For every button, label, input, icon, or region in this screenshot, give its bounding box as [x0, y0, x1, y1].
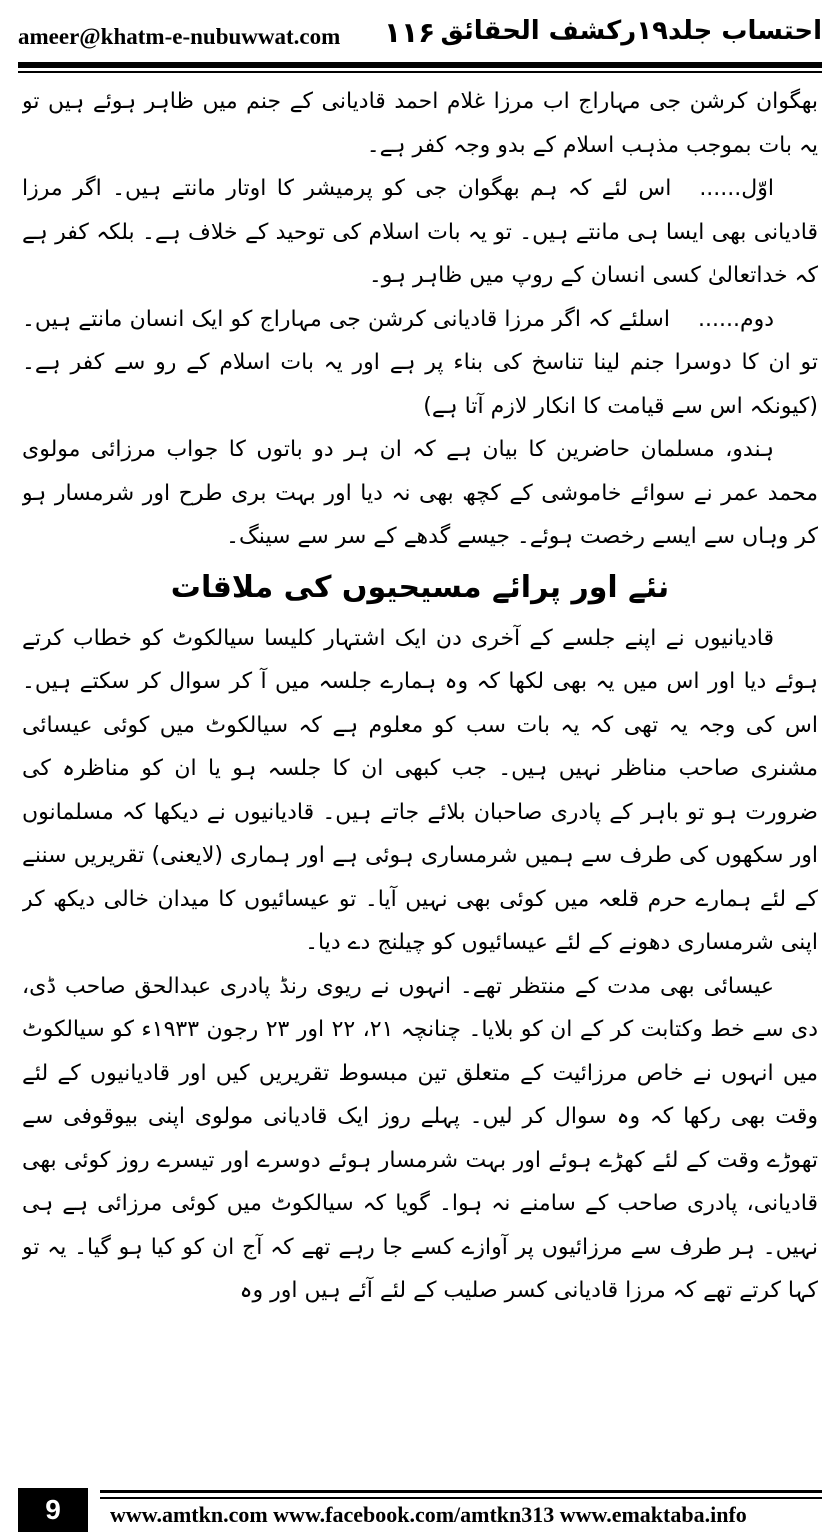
- paragraph-3: [22, 298, 818, 429]
- footer-rule-thin: [100, 1497, 822, 1499]
- footer-rule-thick: [100, 1490, 822, 1493]
- paragraph-4: ہندو، مسلمان حاضرین کا بیان ہے کہ ان ہر دو باتوں کا جواب مرزائی مولوی محمد عمر نے سوائے خاموشی کے کچھ بھی نہ دیا اور بہت بری طرح اور شرمسار ہو کر وہاں سے ایسے رخصت ہوئے۔ جیسے گدھے کے سر سے سینگ۔: [22, 437, 818, 549]
- paragraph-3-text: اسلئے کہ اگر مرزا قادیانی کرشن جی مہاراج کو ایک انسان مانتے ہیں۔ تو ان کا دوسرا جنم لینا تناسخ کی بناء پر ہے اور یہ بات اسلام کے رو سے کفر ہے۔ (کیونکہ اس سے قیامت کا انکار لازم آتا ہے): [22, 306, 818, 419]
- header-email: ameer@khatm-e-nubuwwat.com: [18, 24, 341, 49]
- paragraph-2-marker: اوّل......: [699, 176, 774, 201]
- paragraph-6: عیسائی بھی مدت کے منتظر تھے۔ انہوں نے ریوی رنڈ پادری عبدالحق صاحب ڈی، دی سے خط وکتابت کر کے ان کو بلایا۔ چنانچہ ۲۱، ۲۲ اور ۲۳ رجون ۱۹۳۳ء کو سیالکوٹ میں انہوں نے خاص مرزائیت کے متعلق تین مبسوط تقریریں کیں اور قادیانیوں کے لئے وقت بھی رکھا کہ وہ سوال کر لیں۔ پہلے روز ایک قادیانی مولوی اپنی بیوقوفی سے تھوڑے وقت کے لئے کھڑے ہوئے اور بہت شرمسار ہوئے دوسرے اور تیسرے روز کوئی بھی قادیانی، پادری صاحب کے سامنے نہ ہوا۔ گویا کہ سیالکوٹ میں کوئی مرزائی ہے ہی نہیں۔ ہر طرف سے مرزائیوں پر آوازے کسے جا رہے تھے کہ آج ان کو کیا ہو گیا۔ یہ تو کہا کرتے تھے کہ مرزا قادیانی کسر صلیب کے لئے آئے ہیں اور وہ: [22, 973, 818, 1303]
- page-body: [22, 80, 818, 1482]
- section-heading: نئے اور پرائے مسیحیوں کی ملاقات: [170, 569, 670, 605]
- header-book-title: احتساب جلد۱۹رکشف الحقائق: [440, 16, 822, 46]
- paragraph-2-text: اس لئے کہ ہم بھگوان جی کو پرمیشر کا اوتار مانتے ہیں۔ اگر مرزا قادیانی بھی ایسا ہی مانتے ہیں۔ تو یہ بات اسلام کی توحید کے خلاف ہے۔ بلکہ کفر ہے کہ خداتعالیٰ کسی انسان کے روپ میں ظاہر ہو۔: [22, 176, 818, 288]
- paragraph-1: بھگوان کرشن جی مہاراج اب مرزا غلام احمد قادیانی کے جنم میں ظاہر ہوئے ہیں تو یہ بات بموجب مذہب اسلام کے بدو وجہ کفر ہے۔: [22, 89, 818, 158]
- paragraph-2: [22, 167, 818, 298]
- page-header: [18, 12, 822, 62]
- footer-page-marker: 9: [18, 1488, 88, 1532]
- page-footer: [18, 1488, 822, 1532]
- footer-links: www.amtkn.com www.facebook.com/amtkn313 www.emaktaba.info: [110, 1502, 747, 1527]
- header-rule-thin: [18, 71, 822, 73]
- header-page-number: ۱۱۶: [384, 16, 436, 49]
- paragraph-3-marker: دوم......: [697, 306, 774, 332]
- header-rule-thick: [18, 62, 822, 68]
- paragraph-5: قادیانیوں نے اپنے جلسے کے آخری دن ایک اشتہار کلیسا سیالکوٹ کو خطاب کرتے ہوئے دیا اور اس میں یہ بھی لکھا کہ وہ ہمارے جلسہ میں آ کر سوال کر سکتے ہیں۔ اس کی وجہ یہ تھی کہ یہ بات سب کو معلوم ہے کہ سیالکوٹ میں کوئی عیسائی مشنری صاحب مناظر نہیں ہیں۔ جب کبھی ان کا جلسہ ہو یا ان کو مناظرہ کی ضرورت ہو تو باہر کے پادری صاحبان بلائے جاتے ہیں۔ قادیانیوں نے دیکھا کہ مسلمانوں اور سکھوں کی طرف سے ہمیں شرمساری ہوئی ہے اور ہماری (لایعنی) تقریریں سننے کے لئے ہمارے حرم قلعہ میں کوئی بھی نہیں آیا۔ تو عیسائیوں کا میدان خالی دیکھ کر اپنی شرمساری دھونے کے لئے عیسائیوں کو چیلنج دے دیا۔: [22, 625, 818, 955]
